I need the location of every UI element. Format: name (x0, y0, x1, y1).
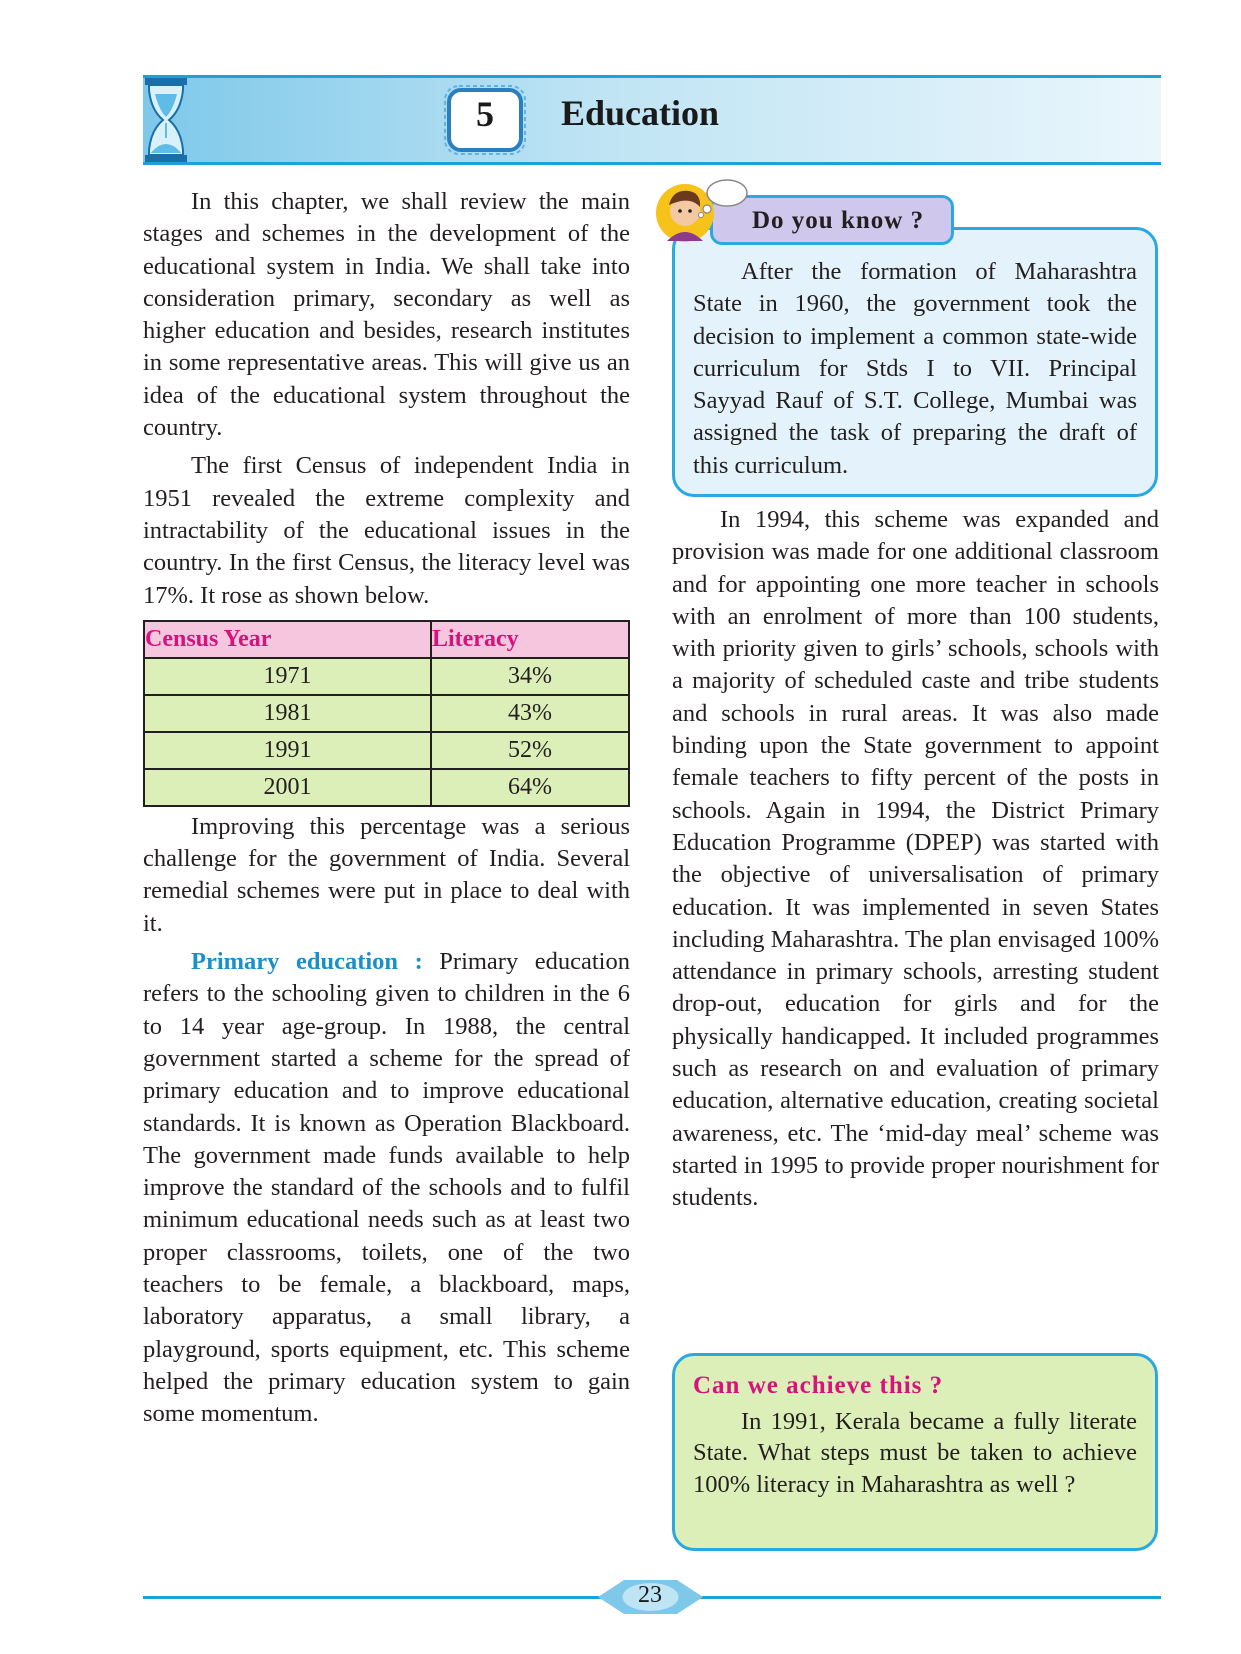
chapter-title: Education (561, 93, 720, 133)
table-cell-literacy: 64% (431, 769, 629, 806)
table-cell-literacy: 52% (431, 732, 629, 769)
table-header-literacy: Literacy (431, 621, 629, 658)
table-row (144, 695, 629, 732)
can-we-achieve-title: Can we achieve this ? (693, 1372, 944, 1399)
table-row (144, 732, 629, 769)
primary-education-paragraph (143, 946, 630, 1430)
table-row (144, 769, 629, 806)
table-header-census-year: Census Year (144, 621, 431, 658)
challenge-paragraph: Improving this percentage was a serious challenge for the government of India. Several remedial schemes were put in place to deal with it. (143, 812, 630, 937)
can-we-achieve-text: In 1991, Kerala became a fully literate State. What steps must be taken to achieve 100% literacy in Maharashtra as well ? (693, 1407, 1137, 1498)
chapter-number: 5 (476, 94, 494, 134)
table-cell-year: 1991 (144, 732, 431, 769)
right-column (672, 504, 1159, 1215)
chapter-header (143, 75, 1161, 165)
table-cell-year: 1971 (144, 658, 431, 695)
table-cell-year: 2001 (144, 769, 431, 806)
can-we-achieve-box (672, 1353, 1158, 1551)
table-cell-literacy: 43% (431, 695, 629, 732)
page-number: 23 (638, 1582, 662, 1608)
primary-education-term: Primary education : (191, 948, 423, 976)
do-you-know-title: Do you know ? (752, 207, 925, 234)
do-you-know-text: After the formation of Maharashtra State in 1960, the government took the decision to implement a common state-wide curriculum for Stds I to VII. Principal Sayyad Rauf of S.T. College, Mumbai was assigned the task of preparing the draft of this curriculum. (693, 258, 1137, 479)
left-column (143, 186, 630, 1431)
do-you-know-box (672, 227, 1158, 497)
primary-education-text: Primary education refers to the schooling given to children in the 6 to 14 year age-group. In 1988, the central government started a scheme for the spread of primary education and to improve educational standards. It is known as Operation Blackboard. The government made funds available to help improve the standard of the schools and to fulfil minimum educational needs such as at least two proper classrooms, toilets, one of the two teachers to be female, a blackboard, maps, laboratory apparatus, a small library, a playground, sports equipment, etc. This scheme helped the primary education system to gain some momentum. (143, 948, 630, 1428)
dpep-paragraph: In 1994, this scheme was expanded and provision was made for one additional classroom and for appointing one more teacher in schools with an enrolment of more than 100 students, with priority given to girls’ schools, schools with a majority of scheduled caste and tribe students and schools in rural areas. It was also made binding upon the State government to appoint female teachers to fifty percent of the posts in schools. Again in 1994, the District Primary Education Programme (DPEP) was started with the objective of universalisation of primary education. It was implemented in seven States including Maharashtra. The plan envisaged 100% attendance in primary schools, arresting student drop-out, education for girls and for the physically handicapped. It included programmes such as research on and evaluation of primary education, alternative education, creating societal awareness, etc. The ‘mid-day meal’ scheme was started in 1995 to provide proper nourishment for students. (672, 506, 1159, 1212)
census-paragraph: The first Census of independent India in 1951 revealed the extreme complexity and intractability of the educational issues in the country. In the first Census, the literacy level was 17%. It rose as shown below. (143, 452, 630, 609)
table-row (144, 658, 629, 695)
table-cell-year: 1981 (144, 695, 431, 732)
intro-paragraph: In this chapter, we shall review the main stages and schemes in the development of the educational system in India. We shall take into consideration primary, secondary as well as higher education and besides, research institutes in some representative areas. This will give us an idea of the educational system throughout the country. (143, 188, 630, 442)
literacy-table (143, 620, 630, 807)
table-cell-literacy: 34% (431, 658, 629, 695)
hourglass-icon (143, 78, 193, 162)
thinking-boy-icon (655, 175, 755, 247)
